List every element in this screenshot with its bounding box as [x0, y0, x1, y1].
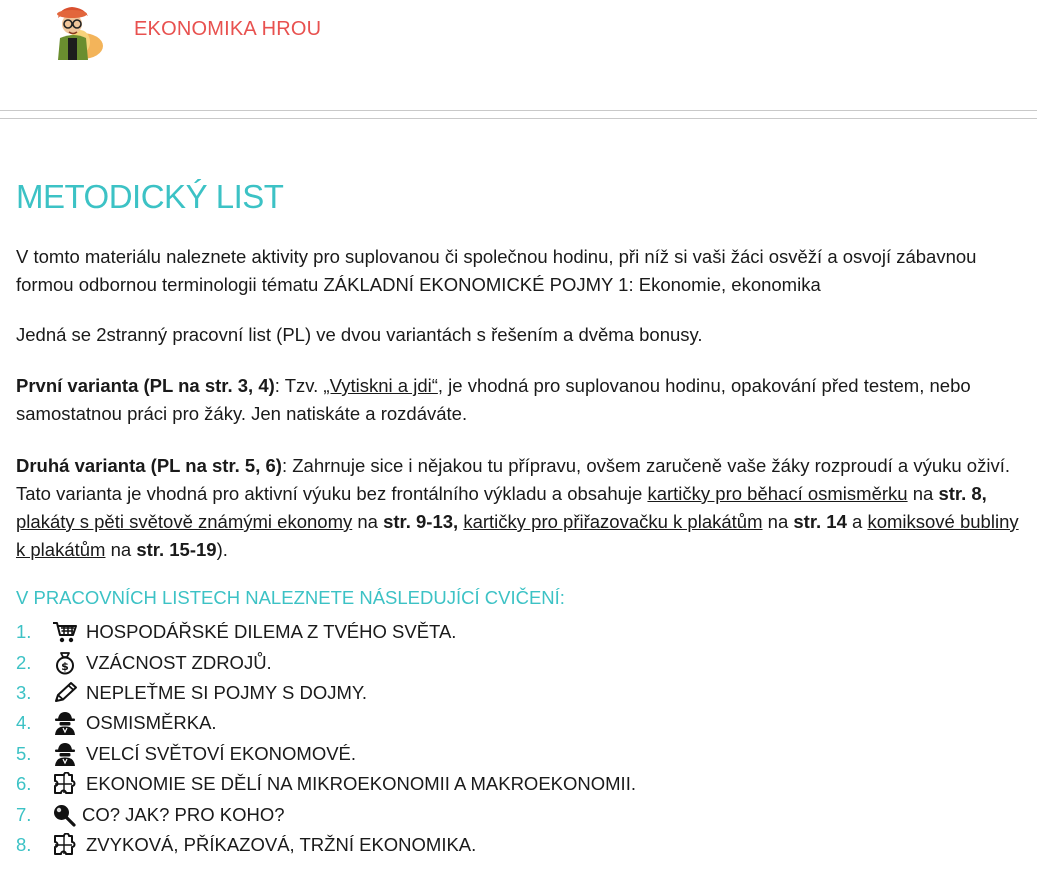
exercise-list: [16, 617, 636, 860]
detective-icon: [52, 710, 86, 736]
page-title: METODICKÝ LIST: [16, 178, 284, 215]
variant-two-paragraph: [16, 452, 1026, 564]
exercises-heading: V PRACOVNÍCH LISTECH NALEZNETE NÁSLEDUJÍCÍ CVIČENÍ:: [16, 587, 565, 608]
header-divider-secondary: [0, 118, 1037, 119]
item-label: OSMISMĚRKA.: [86, 712, 217, 734]
page-ref: str. 9-13,: [383, 511, 459, 532]
page-header: [0, 0, 1037, 118]
item-label: CO? JAK? PRO KOHO?: [82, 803, 285, 825]
text-fragment: na: [105, 539, 137, 560]
comic-bubbles-link[interactable]: komiksové bubliny k plakátům: [16, 511, 1019, 560]
intro-paragraph: V tomto materiálu naleznete aktivity pro suplovanou či společnou hodinu, při níž si vaši žáci osvěží a osvojí zábavnou formou odbornou terminologii tématu ZÁKLADNÍ EKONOMICKÉ POJMY 1: Ekonomie, ekonomika: [16, 246, 977, 295]
list-item: [16, 799, 636, 829]
item-label: EKONOMIE SE DĚLÍ NA MIKROEKONOMII A MAKROEKONOMII.: [86, 773, 636, 795]
wordsearch-cards-link[interactable]: kartičky pro běhací osmisměrku: [647, 483, 908, 504]
text-fragment: na: [762, 511, 794, 532]
item-number: 6.: [16, 773, 32, 795]
variant-one-text-rest: , je vhodná pro suplovanou hodinu, opakování před testem, nebo samostatnou práci pro žáky. Jen natiskáte a rozdáváte.: [16, 375, 971, 424]
item-number: 5.: [16, 742, 32, 764]
variant-one-label: První varianta (PL na str. 3, 4): [16, 375, 275, 396]
puzzle-icon: [52, 771, 86, 797]
brand-name[interactable]: EKONOMIKA HROU: [134, 18, 322, 40]
item-number: 8.: [16, 833, 32, 855]
matching-cards-link[interactable]: kartičky pro přiřazovačku k plakátům: [463, 511, 763, 532]
list-item: [16, 647, 636, 677]
magnifier-icon: [52, 802, 82, 828]
pencil-icon: [52, 680, 86, 706]
item-label: ZVYKOVÁ, PŘÍKAZOVÁ, TRŽNÍ EKONOMIKA.: [86, 833, 477, 855]
item-number: 4.: [16, 712, 32, 734]
page-ref: str. 8,: [938, 483, 987, 504]
item-number: 1.: [16, 621, 32, 643]
variant-two-text: : Zahrnuje sice i nějakou tu přípravu, ovšem zaručeně vaše žáky rozproudí a výuku oživí. Tato varianta je vhodná pro aktivní výuku bez frontálního výkladu a obsahuje: [16, 455, 1010, 504]
item-number: 2.: [16, 651, 32, 673]
header-divider: [0, 110, 1037, 111]
item-label: VZÁCNOST ZDROJŮ.: [86, 651, 272, 673]
list-item: [16, 708, 636, 738]
item-number: 3.: [16, 681, 32, 703]
logo-illustration[interactable]: [44, 2, 106, 60]
list-item: [16, 617, 636, 647]
list-item: [16, 830, 636, 860]
variant-two-label: Druhá varianta (PL na str. 5, 6): [16, 455, 282, 476]
variant-one-text: : Tzv.: [274, 375, 324, 396]
item-label: VELCÍ SVĚTOVÍ EKONOMOVÉ.: [86, 742, 357, 764]
economists-posters-link[interactable]: plakáty s pěti světově známými ekonomy: [16, 511, 353, 532]
list-item: [16, 739, 636, 769]
list-item: [16, 678, 636, 708]
item-label: HOSPODÁŘSKÉ DILEMA Z TVÉHO SVĚTA.: [86, 621, 457, 643]
text-fragment: na: [352, 511, 384, 532]
detective-icon: [52, 741, 86, 767]
item-label: NEPLEŤME SI POJMY S DOJMY.: [86, 681, 367, 703]
list-item: [16, 769, 636, 799]
item-number: 7.: [16, 803, 32, 825]
text-fragment: a: [846, 511, 868, 532]
text-fragment: ).: [216, 539, 228, 560]
text-fragment: na: [907, 483, 939, 504]
svg-text:$: $: [61, 659, 69, 673]
variant-one-paragraph: [16, 372, 1026, 428]
page-ref: str. 14: [793, 511, 847, 532]
summary-paragraph: Jedná se 2stranný pracovní list (PL) ve dvou variantách s řešením a dvěma bonusy.: [16, 324, 703, 345]
print-and-go-link[interactable]: „Vytiskni a jdi“: [323, 375, 438, 396]
money-bag-icon: [52, 650, 86, 676]
shopping-cart-icon: [52, 619, 86, 645]
puzzle-icon: [52, 832, 86, 858]
page-ref: str. 15-19: [136, 539, 217, 560]
